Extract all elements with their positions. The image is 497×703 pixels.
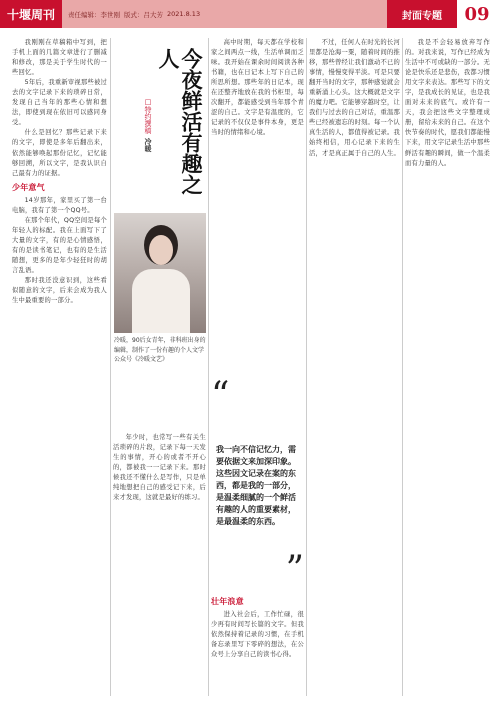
section-heading: 少年意气 [12, 182, 45, 192]
column-1 [12, 38, 107, 696]
meta-bar [62, 0, 387, 28]
author-photo [114, 213, 206, 333]
section-heading: 壮年浪意 [211, 597, 244, 606]
close-quote-icon: ” [285, 549, 304, 590]
column-5 [405, 38, 490, 696]
author-name: 冷暖 [144, 138, 152, 152]
paragraph: 那时我还没意识到，这些看似随意的文字，后来会成为我人生中最重要的一部分。 [12, 277, 107, 305]
photo-body [132, 269, 190, 333]
paragraph: 我刚刚在草稿箱中写到，把手机上面的几篇文章进行了删减和修改，那是关于学生时代的一些回忆。 [12, 39, 107, 77]
designer-credit: 版式：吕大芳 [124, 10, 163, 19]
title-block [113, 38, 206, 213]
paragraph: 进入社会后，工作忙碌，很少再有时间写长篇的文字。但我依然保持着记录的习惯，在手机备忘录里写下零碎的想法，在公众号上分享自己的读书心得。 [211, 611, 304, 659]
column-4 [309, 38, 400, 696]
column-label: □特约撰稿 [144, 98, 152, 134]
article-title: 今夜鲜活有趣之人 [156, 48, 204, 195]
article-body [12, 38, 490, 696]
column-divider [110, 38, 111, 696]
column-2 [113, 433, 206, 696]
section-label: 封面专题 [387, 0, 457, 28]
pull-quote-text: 我一向不信记忆力，需要依据文来加深印象。这些因文记录在案的东西，都是我的一部分，是温柔细腻的一个鲜活有趣的人的重要素材，是最温柔的东西。 [216, 445, 296, 526]
paragraph: 14岁那年，家里买了第一台电脑，我有了第一个QQ号。 [12, 196, 107, 214]
paragraph: 高中时期，每天都在学校和家之间两点一线，生活单调而乏味。我开始在课余时间阅读各种书籍，也在日记本上写下自己的所思所想。那些年的日记本，现在还整齐地放在我的书柜里，每次翻开，都能感受到当年那个青涩的自己。文字是有温度的，它记录的不仅仅是事件本身，更是当时的情绪和心境。 [211, 39, 304, 137]
page-header [0, 0, 497, 28]
column-divider [402, 38, 403, 696]
paragraph: 年少时，也常写一些有关生活琐碎的片段，记录下每一天发生的事情，开心的或者不开心的，都被我一一记录下来。那时候我还不懂什么是写作，只是单纯地想把自己的感受记下来，后来才发现，这就是最好的练习。 [113, 434, 206, 502]
column-3-top [211, 38, 304, 373]
issue-date: 2021.8.13 [167, 10, 201, 18]
photo-face [149, 235, 173, 265]
paragraph: 在那个年代，QQ空间是每个年轻人的标配。我在上面写下了大量的文字，有的是心情感悟，有的是读书笔记，也有的是生活随想，更多的是年少轻狂时的胡言乱语。 [12, 216, 107, 275]
column-divider [306, 38, 307, 696]
brand-logo: 十堰周刊 [0, 0, 62, 28]
pull-quote [211, 375, 304, 590]
editor-credit: 责任编辑：李世刚 [68, 10, 120, 19]
paragraph: 5年后，我重新审视那些被过去的文字记录下来的琐碎日常，发现自己当年的那些心情和想法，即使到现在依旧可以感同身受。 [12, 79, 107, 127]
photo-caption: 冷暖，90后女青年，非科班出身的编辑，制作了一份有趣的个人文学公众号《冷暖文艺》 [114, 337, 206, 363]
paragraph: 什么是回忆？那些记录下来的文字，即使是多年后翻出来，依然能够唤起那份记忆，记忆能够回溯，所以文字，是我认识自己最有力的证据。 [12, 129, 107, 177]
paragraph: 我是不会轻易放弃写作的。对我来说，写作已经成为生活中不可或缺的一部分。无论是快乐还是悲伤，我都习惯用文字来表达。那些写下的文字，是我成长的见证，也是我面对未来的底气。或许有一天，我会把这些文字整理成册，留给未来的自己。在这个快节奏的时代，愿我们都能慢下来，用文字记录生活中那些鲜活有趣的瞬间，做一个温柔而有力量的人。 [405, 39, 490, 167]
column-3-bottom [211, 593, 304, 696]
column-divider [208, 38, 209, 696]
paragraph: 不过，任何人在时光的长河里都是沧海一粟，随着时间的推移，那些曾经让我们激动不已的事情，慢慢变得平淡。可是只要翻开当时的文字，那种感觉就会重新涌上心头。这大概就是文字的魔力吧。它能够穿越时空，让我们与过去的自己对话，重温那些已经被遗忘的时刻。每一个认真生活的人，都值得被记录。我始终相信，用心记录下来的生活，才是真正属于自己的人生。 [309, 39, 400, 157]
page-number: 09 [457, 0, 497, 28]
open-quote-icon: “ [211, 375, 230, 416]
